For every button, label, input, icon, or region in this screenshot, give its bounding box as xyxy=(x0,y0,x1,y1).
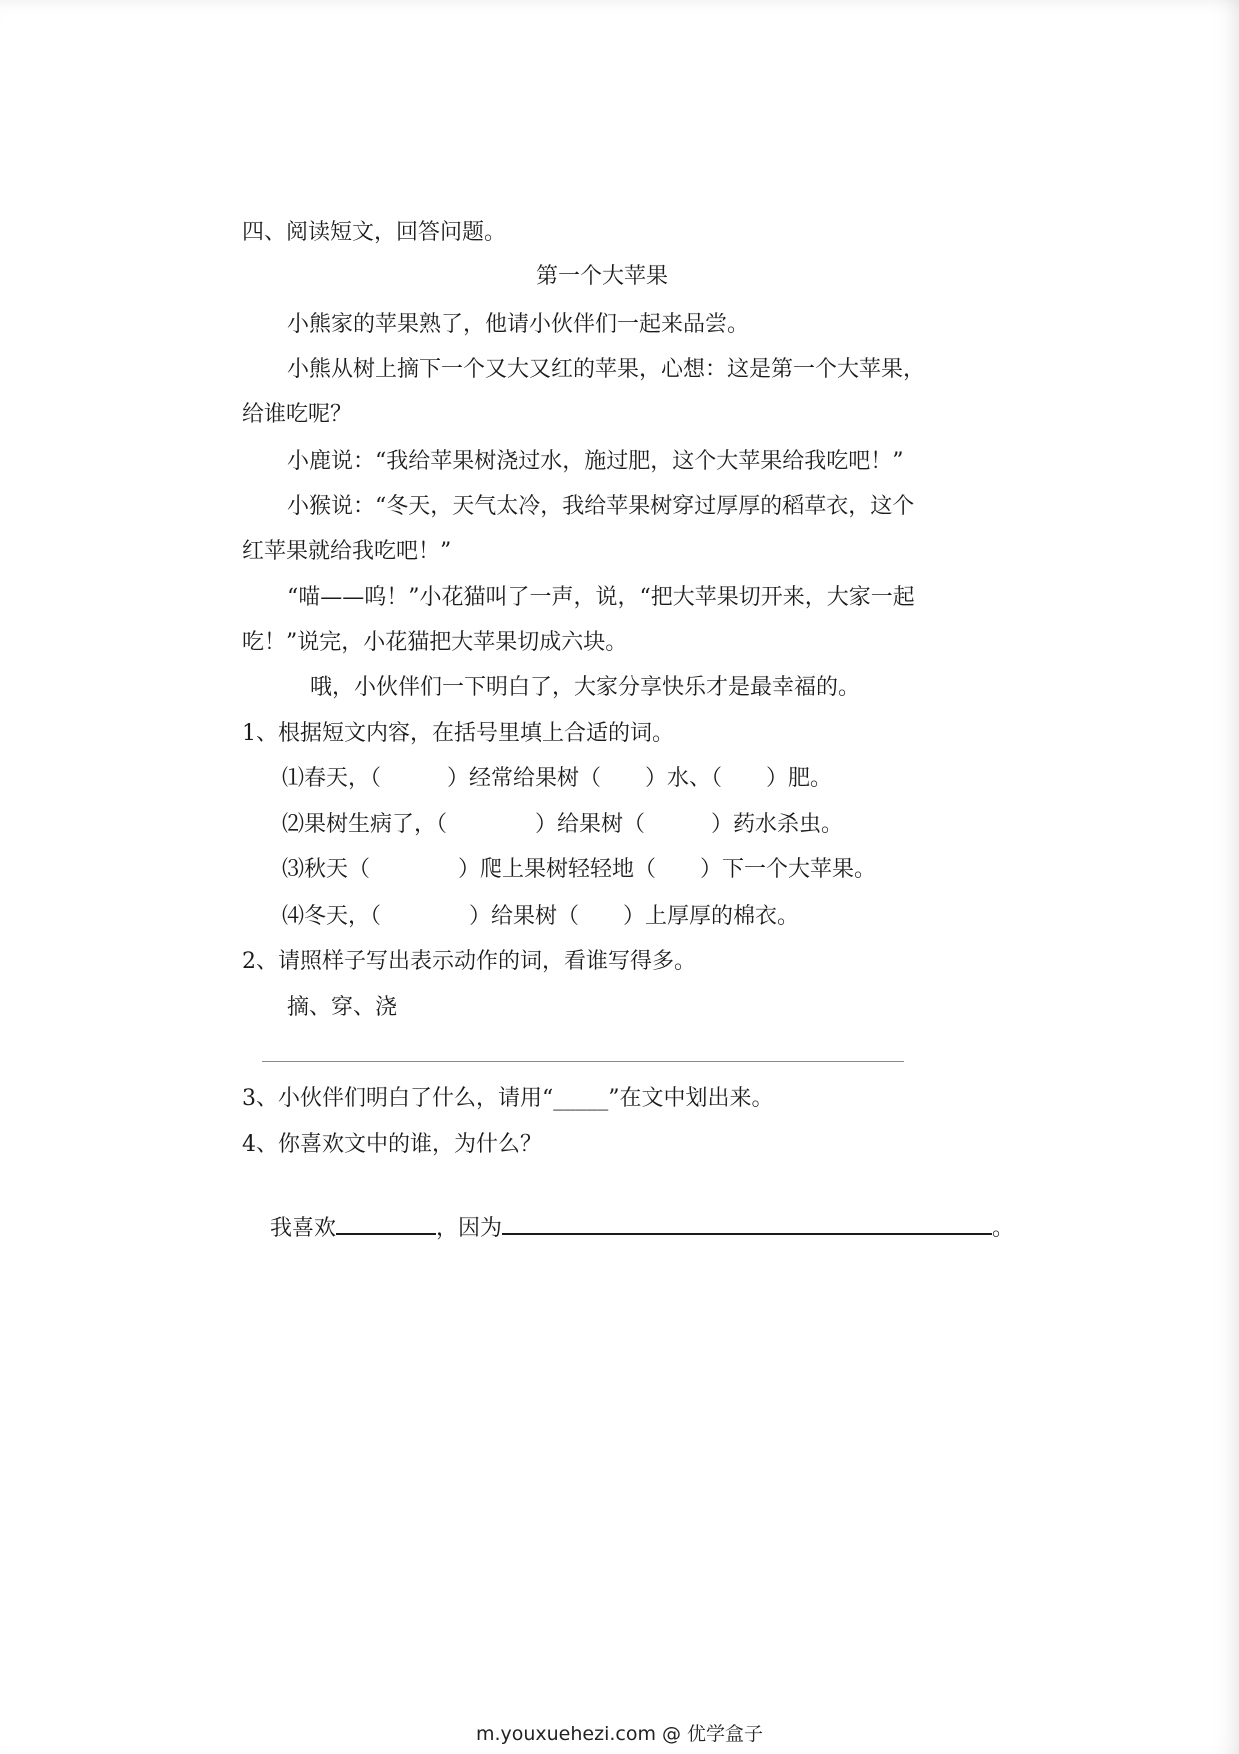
passage-line: 小熊家的苹果熟了，他请小伙伴们一起来品尝。 xyxy=(287,312,750,337)
answer-period: 。 xyxy=(992,1216,1015,1241)
question-3-prompt: 3、小伙伴们明白了什么，请用“_____”在文中划出来。 xyxy=(242,1086,774,1111)
answer-line xyxy=(262,1061,904,1062)
passage-line: 给谁吃呢？ xyxy=(242,402,353,427)
section-heading: 四、阅读短文，回答问题。 xyxy=(242,220,507,245)
answer-blank-name xyxy=(336,1211,436,1235)
example-words: 摘、穿、浇 xyxy=(287,995,398,1020)
answer-blank-reason xyxy=(502,1211,992,1235)
fill-blank-item: ⑴春天，（ ）经常给果树（ ）水、（ ）肥。 xyxy=(282,766,833,791)
passage-line: 吃！”说完，小花猫把大苹果切成六块。 xyxy=(242,630,628,655)
fill-blank-item: ⑷冬天，（ ）给果树（ ）上厚厚的棉衣。 xyxy=(282,904,800,929)
passage-line: “喵——呜！”小花猫叫了一声，说，“把大苹果切开来，大家一起 xyxy=(287,585,915,610)
question-1-prompt: 1、根据短文内容，在括号里填上合适的词。 xyxy=(242,721,674,746)
answer-connector: ，因为 xyxy=(436,1216,503,1241)
question-2-prompt: 2、请照样子写出表示动作的词，看谁写得多。 xyxy=(242,949,696,974)
passage-line: 红苹果就给我吃吧！” xyxy=(242,539,452,564)
fill-blank-item: ⑶秋天（ ）爬上果树轻轻地（ ）下一个大苹果。 xyxy=(282,857,877,882)
passage-line: 小鹿说：“我给苹果树浇过水，施过肥，这个大苹果给我吃吧！” xyxy=(287,449,904,474)
answer-sentence xyxy=(242,1181,1015,1241)
passage-line: 小熊从树上摘下一个又大又红的苹果，心想：这是第一个大苹果， xyxy=(287,357,926,382)
passage-line: 小猴说：“冬天，天气太冷，我给苹果树穿过厚厚的稻草衣，这个 xyxy=(287,494,915,519)
question-4-prompt: 4、你喜欢文中的谁，为什么？ xyxy=(242,1132,542,1157)
answer-prefix: 我喜欢 xyxy=(269,1216,336,1241)
footer-watermark: m.youxuehezi.com @ 优学盒子 xyxy=(475,1723,764,1745)
passage-line: 哦，小伙伴们一下明白了，大家分享快乐才是最幸福的。 xyxy=(310,675,861,700)
passage-title: 第一个大苹果 xyxy=(535,264,668,289)
fill-blank-item: ⑵果树生病了，（ ）给果树（ ）药水杀虫。 xyxy=(282,812,844,837)
